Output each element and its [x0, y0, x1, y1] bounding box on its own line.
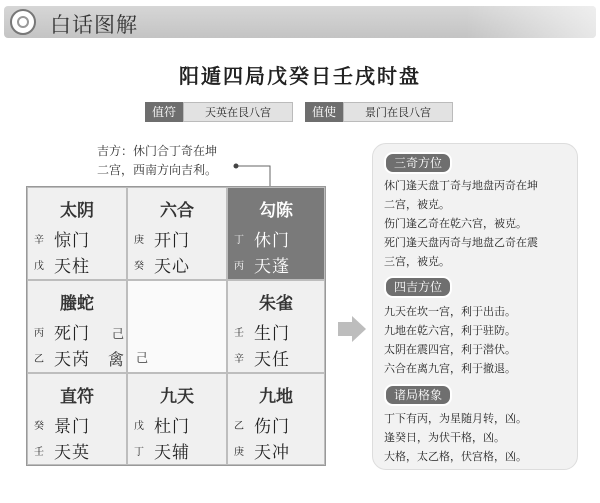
text-line: 六合在离九宫，利于撤退。	[384, 362, 516, 375]
palace-god: 螣蛇	[60, 294, 94, 314]
palace-door-row	[234, 412, 290, 437]
palace-door-row	[34, 319, 90, 344]
arrow-head-icon	[352, 316, 366, 342]
stem: 庚	[134, 235, 144, 246]
star: 天英	[54, 443, 90, 463]
star: 天心	[154, 257, 190, 277]
stem: 辛	[34, 235, 44, 246]
door: 伤门	[254, 417, 290, 437]
stem: 丁	[134, 447, 144, 458]
section-geju-text	[384, 409, 574, 466]
section-title-siji: 四吉方位	[384, 276, 452, 298]
palace-n	[127, 187, 227, 280]
door: 惊门	[54, 231, 90, 251]
palace-center	[127, 280, 227, 373]
section-title-sanqi: 三奇方位	[384, 152, 452, 174]
palace-god: 勾陈	[259, 201, 293, 221]
palace-god: 六合	[160, 201, 194, 221]
stem: 乙	[234, 421, 244, 432]
note-line-2: 二宫，西南方向吉利。	[97, 163, 218, 177]
palace-door-row	[134, 412, 190, 437]
stem: 庚	[234, 447, 244, 458]
text-line: 伤门逢乙奇在乾六宫，被克。	[384, 217, 527, 230]
note-line-1: 吉方：休门合丁奇在坤	[97, 144, 218, 158]
palace-e	[227, 280, 325, 373]
logo-icon	[10, 9, 36, 35]
palace-star-row	[34, 345, 90, 370]
palace-door-row	[134, 226, 190, 251]
palace-god: 朱雀	[259, 294, 293, 314]
palace-star-row	[34, 252, 90, 277]
palace-god: 九天	[160, 387, 194, 407]
stem: 癸	[34, 421, 44, 432]
door: 开门	[154, 231, 190, 251]
text-line: 二宫，被克。	[384, 198, 450, 211]
text-line: 九天在坎一宫，利于出击。	[384, 305, 516, 318]
stem: 戊	[134, 421, 144, 432]
section-siji-text	[384, 302, 574, 378]
zhi-fu-label: 值符	[145, 102, 183, 122]
palace-god: 九地	[259, 387, 293, 407]
text-line: 丁下有丙，为星随月转，凶。	[384, 412, 527, 425]
palace-star-row	[134, 252, 190, 277]
header-band	[4, 6, 596, 38]
palace-god: 直符	[60, 387, 94, 407]
palace-door-row	[34, 226, 90, 251]
palace-sw	[27, 373, 127, 465]
stem: 辛	[234, 354, 244, 365]
text-line: 大格，太乙格，伏宫格，凶。	[384, 450, 527, 463]
palace-star-row	[234, 345, 290, 370]
text-line: 死门逢天盘丙奇与地盘乙奇在震	[384, 236, 538, 249]
star: 天冲	[254, 443, 290, 463]
text-line: 休门逢天盘丁奇与地盘丙奇在坤	[384, 179, 538, 192]
text-line: 逢癸日，为伏干格，凶。	[384, 431, 505, 444]
text-line: 九地在乾六宫，利于驻防。	[384, 324, 516, 337]
door: 休门	[254, 231, 290, 251]
center-stem: 己	[136, 351, 149, 365]
palace-door-row	[234, 226, 290, 251]
palace-se	[227, 373, 325, 465]
stem: 壬	[234, 328, 244, 339]
auspicious-note	[97, 142, 257, 180]
palace-door-row	[34, 412, 90, 437]
star: 天辅	[154, 443, 190, 463]
page-title: 阳遁四局戊癸日壬戌时盘	[179, 64, 421, 88]
star: 天柱	[54, 257, 90, 277]
stem: 乙	[34, 354, 44, 365]
stem: 戊	[34, 261, 44, 272]
text-line: 三宫，被克。	[384, 255, 450, 268]
header-fade	[466, 6, 596, 38]
star: 天任	[254, 350, 290, 370]
zhi-shi-label: 值使	[305, 102, 343, 122]
stem: 丙	[34, 328, 44, 339]
palace-w	[27, 280, 127, 373]
door: 死门	[54, 324, 90, 344]
star: 天蓬	[254, 257, 290, 277]
palace-nw	[27, 187, 127, 280]
zhi-fu-value: 天英在艮八宫	[183, 102, 293, 122]
earth-stem-extra: 己	[112, 327, 125, 341]
palace-grid	[26, 186, 326, 466]
section-sanqi-text	[384, 176, 574, 271]
stem: 癸	[134, 261, 144, 272]
door: 景门	[54, 417, 90, 437]
arrow-right-icon	[338, 322, 352, 336]
star-extra: 禽	[108, 350, 125, 369]
door: 杜门	[154, 417, 190, 437]
door: 生门	[254, 324, 290, 344]
stem: 丙	[234, 261, 244, 272]
palace-ne	[227, 187, 325, 280]
palace-star-row	[234, 252, 290, 277]
palace-star-row	[134, 438, 190, 463]
palace-star-row	[34, 438, 90, 463]
analysis-panel	[372, 143, 578, 470]
palace-star-row	[234, 438, 290, 463]
palace-god: 太阴	[60, 201, 94, 221]
palace-s	[127, 373, 227, 465]
stem: 丁	[234, 235, 244, 246]
header-title: 白话图解	[50, 13, 138, 37]
star: 天芮	[54, 350, 90, 370]
text-line: 太阴在震四宫，利于潜伏。	[384, 343, 516, 356]
stem: 壬	[34, 447, 44, 458]
section-title-geju: 诸局格象	[384, 384, 452, 406]
palace-door-row	[234, 319, 290, 344]
zhi-shi-value: 景门在艮八宫	[343, 102, 453, 122]
